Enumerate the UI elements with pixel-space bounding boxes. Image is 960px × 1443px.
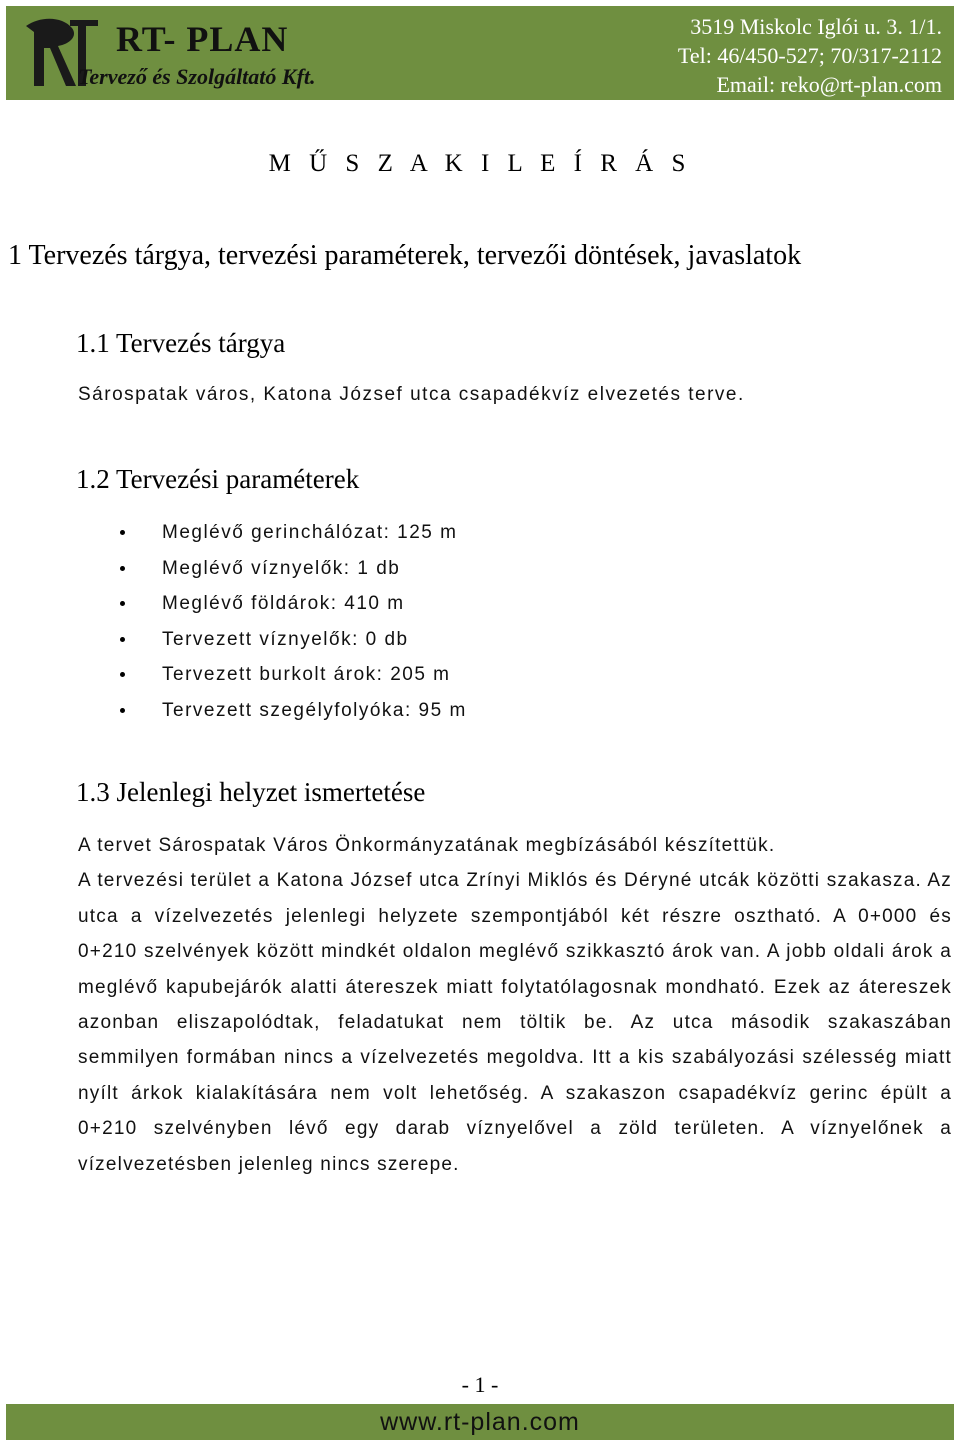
list-item: Tervezett szegélyfolyóka: 95 m xyxy=(120,693,467,729)
bullet-icon xyxy=(120,566,125,571)
phone: Tel: 46/450-527; 70/317-2112 xyxy=(677,43,942,68)
list-item: Meglévő gerinchálózat: 125 m xyxy=(120,515,467,551)
list-item: Tervezett burkolt árok: 205 m xyxy=(120,657,467,693)
heading-1-1: 1.1 Tervezés tárgya xyxy=(76,328,286,358)
email: Email: reko@rt-plan.com xyxy=(716,72,942,97)
list-item: Tervezett víznyelők: 0 db xyxy=(120,622,467,658)
website-link[interactable]: www.rt-plan.com xyxy=(380,1408,580,1436)
situation-body: A tervezési terület a Katona József utca Zrínyi Miklós és Déryné utcák közötti szakasza. Az utca a vízelvezetés jelenlegi helyzete szempontjából két részre osztható. A 0+000 és 0+210 szelvények között mindkét oldalon meglévő szikkasztó árok van. A jobb oldali árok a meglévő kapubejárók alatti átereszek miatt folytatólagosnak mondható. Ezek az átereszek azonban eliszapolódtak, feladatukat nem töltik be. Az utca második szakaszában semmilyen formában nincs a vízelvezetés megoldva. Itt a kis szabályozási szélesség miatt nyílt árkok kialakítására nem volt lehetőség. A szakaszon csapadékvíz gerinc épült a 0+210 szelvényben lévő egy darab víznyelővel a zöld területen. A víznyelőnek a vízelvezetésben jelenleg nincs szerepe. xyxy=(78,870,952,1175)
bullet-icon xyxy=(120,637,125,642)
company-tagline: Tervező és Szolgáltató Kft. xyxy=(78,64,316,89)
situation-paragraph xyxy=(78,828,952,1182)
page-number: - 1 - xyxy=(461,1372,499,1397)
bullet-icon xyxy=(120,601,125,606)
heading-1: 1 Tervezés tárgya, tervezési paraméterek, tervezői döntések, javaslatok xyxy=(8,240,802,271)
document-title: M Ű S Z A K I L E Í R Á S xyxy=(268,150,692,177)
heading-1-2: 1.2 Tervezési paraméterek xyxy=(76,464,360,494)
heading-1-3: 1.3 Jelenlegi helyzet ismertetése xyxy=(76,777,426,807)
parameter-list xyxy=(120,515,467,729)
letterhead xyxy=(6,6,954,100)
list-item: Meglévő földárok: 410 m xyxy=(120,586,467,622)
subject-text: Sárospatak város, Katona József utca csapadékvíz elvezetés terve. xyxy=(78,384,745,405)
bullet-icon xyxy=(120,708,125,713)
situation-intro: A tervet Sárospatak Város Önkormányzatának megbízásából készítettük. xyxy=(78,835,776,856)
company-name: RT- PLAN xyxy=(116,19,289,59)
address: 3519 Miskolc Iglói u. 3. 1/1. xyxy=(690,14,942,39)
list-item: Meglévő víznyelők: 1 db xyxy=(120,551,467,587)
bullet-icon xyxy=(120,530,125,535)
bullet-icon xyxy=(120,672,125,677)
contact-block xyxy=(678,12,942,99)
footer-band xyxy=(6,1404,954,1440)
